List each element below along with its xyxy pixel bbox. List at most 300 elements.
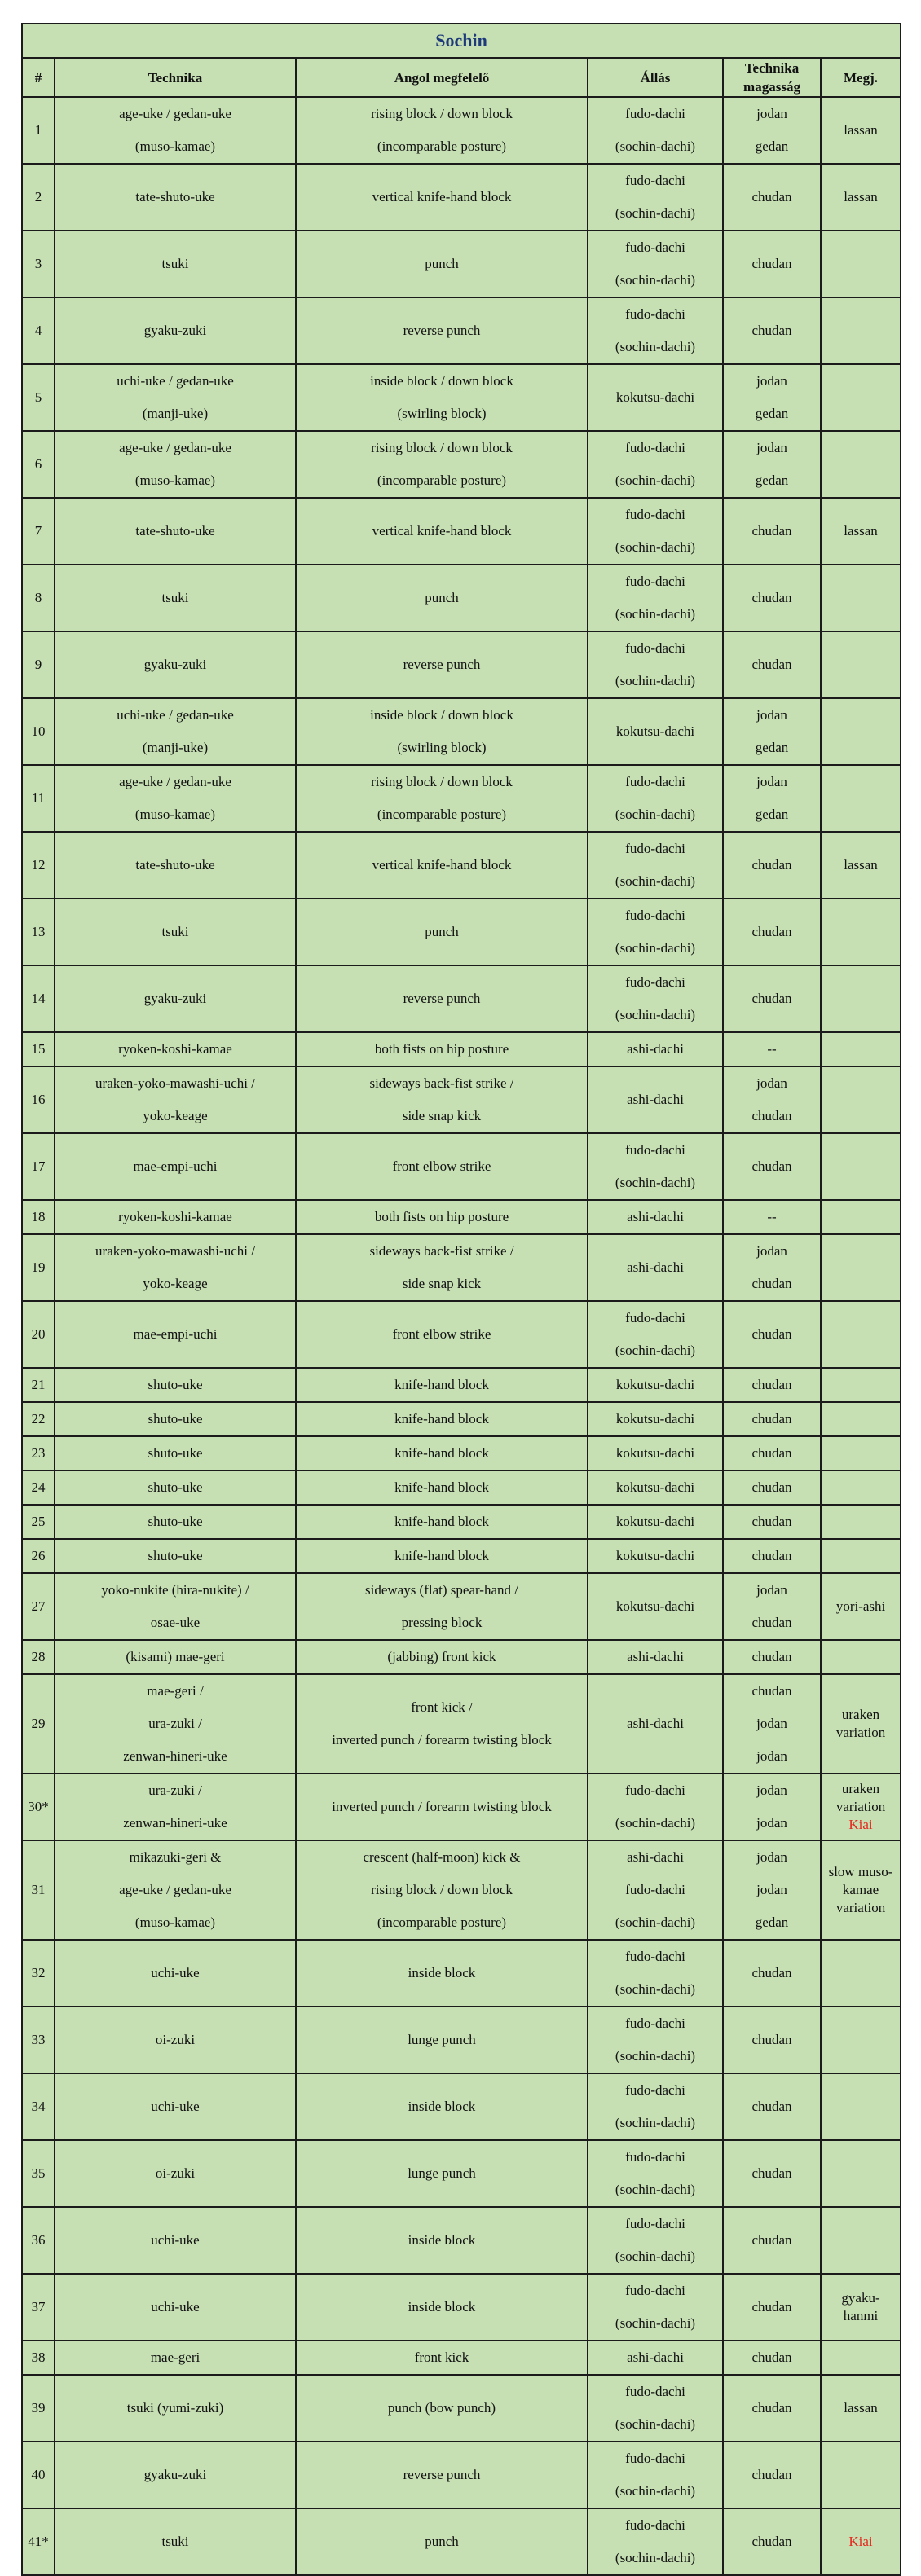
table-row	[22, 2007, 901, 2073]
cell-english-line: knife-hand block	[394, 1445, 489, 1461]
cell-technique-line: mae-empi-uchi	[133, 1158, 218, 1174]
kiai-label: Kiai	[848, 1817, 873, 1832]
cell-english	[296, 565, 588, 631]
cell-note-line: lassan	[844, 523, 878, 538]
cell-height-line: chudan	[751, 590, 792, 605]
cell-stance-line: ashi-dachi	[627, 1716, 684, 1731]
cell-number: 23	[22, 1436, 55, 1470]
kiai-label: Kiai	[848, 2534, 873, 2549]
cell-stance-line: kokutsu-dachi	[615, 1514, 695, 1529]
table-row	[22, 899, 901, 965]
cell-height	[723, 1674, 821, 1774]
cell-stance-line: (sochin-dachi)	[615, 940, 696, 956]
cell-height	[723, 164, 821, 231]
cell-english-line: both fists on hip posture	[374, 1041, 509, 1057]
cell-technique	[55, 97, 296, 164]
cell-number: 14	[22, 965, 55, 1032]
cell-height-line: chudan	[751, 2099, 792, 2114]
cell-english	[296, 297, 588, 364]
header-number: #	[22, 58, 55, 97]
cell-number: 12	[22, 832, 55, 899]
cell-technique-line: tsuki	[161, 590, 189, 605]
header-english: Angol megfelelő	[296, 58, 588, 97]
cell-height	[723, 431, 821, 498]
cell-technique-line: age-uke / gedan-uke	[119, 106, 231, 121]
cell-note	[821, 431, 901, 498]
cell-note-line: lassan	[844, 2400, 878, 2416]
cell-stance	[588, 1133, 723, 1200]
cell-stance-line: fudo-dachi	[625, 2283, 685, 2298]
table-row	[22, 1573, 901, 1640]
cell-stance	[588, 1640, 723, 1674]
cell-stance-line: (sochin-dachi)	[615, 1981, 696, 1997]
cell-note-line: variation	[835, 1799, 886, 1814]
cell-english	[296, 231, 588, 297]
cell-note	[821, 565, 901, 631]
cell-technique-line: (muso-kamae)	[134, 1914, 216, 1930]
cell-english	[296, 364, 588, 431]
cell-note	[821, 832, 901, 899]
cell-stance-line: fudo-dachi	[625, 1310, 685, 1325]
cell-technique-line: ryoken-koshi-kamae	[118, 1209, 232, 1224]
cell-technique-line: uchi-uke	[151, 2299, 200, 2314]
cell-stance-line: kokutsu-dachi	[615, 389, 695, 405]
cell-english	[296, 1066, 588, 1133]
cell-technique-line: age-uke / gedan-uke	[119, 1882, 231, 1897]
cell-stance	[588, 1505, 723, 1539]
cell-height-line: chudan	[751, 2299, 792, 2314]
cell-stance-line: fudo-dachi	[625, 2451, 685, 2466]
cell-stance	[588, 1539, 723, 1573]
cell-stance	[588, 1200, 723, 1234]
cell-height-line: jodan	[756, 440, 787, 455]
cell-number: 6	[22, 431, 55, 498]
cell-height	[723, 1436, 821, 1470]
header-height: Technika magasság	[723, 58, 821, 97]
cell-height	[723, 899, 821, 965]
cell-number: 31	[22, 1840, 55, 1940]
cell-number: 18	[22, 1200, 55, 1234]
cell-english-line: front elbow strike	[392, 1158, 491, 1174]
cell-note-line: kamae	[842, 1882, 879, 1897]
cell-stance-line: fudo-dachi	[625, 974, 685, 990]
cell-note	[821, 2341, 901, 2375]
cell-number: 28	[22, 1640, 55, 1674]
cell-technique-line: age-uke / gedan-uke	[119, 440, 231, 455]
cell-english	[296, 1840, 588, 1940]
cell-stance	[588, 1368, 723, 1402]
cell-note	[821, 965, 901, 1032]
cell-english-line: reverse punch	[403, 2467, 481, 2482]
cell-note	[821, 1774, 901, 1840]
cell-height-line: gedan	[755, 807, 789, 822]
cell-height	[723, 2508, 821, 2575]
cell-note-line: uraken	[841, 1707, 880, 1722]
cell-stance-line: fudo-dachi	[625, 240, 685, 255]
cell-technique-line: (manji-uke)	[142, 740, 209, 755]
cell-technique	[55, 1640, 296, 1674]
cell-stance-line: (sochin-dachi)	[615, 339, 696, 354]
cell-height-line: chudan	[751, 1615, 792, 1630]
cell-height	[723, 2073, 821, 2140]
cell-note	[821, 1200, 901, 1234]
cell-height-line: jodan	[756, 707, 787, 723]
cell-stance-line: (sochin-dachi)	[615, 1914, 696, 1930]
cell-height-line: chudan	[751, 1276, 792, 1291]
table-row	[22, 1200, 901, 1234]
cell-stance	[588, 1234, 723, 1301]
table-row	[22, 698, 901, 765]
cell-english	[296, 2073, 588, 2140]
cell-height-line: chudan	[751, 1108, 792, 1123]
cell-technique-line: tate-shuto-uke	[135, 189, 215, 204]
cell-height	[723, 1774, 821, 1840]
cell-technique-line: (muso-kamae)	[134, 807, 216, 822]
cell-english-line: inverted punch / forearm twisting block	[332, 1799, 552, 1814]
table-row	[22, 1840, 901, 1940]
cell-height-line: jodan	[756, 1815, 787, 1831]
cell-number: 24	[22, 1470, 55, 1505]
cell-height	[723, 1133, 821, 1200]
cell-technique-line: gyaku-zuki	[143, 2467, 207, 2482]
cell-stance-line: fudo-dachi	[625, 908, 685, 923]
cell-technique	[55, 1470, 296, 1505]
cell-technique-line: yoko-keage	[143, 1276, 208, 1291]
cell-technique	[55, 1774, 296, 1840]
cell-english-line: punch	[425, 590, 459, 605]
table-row	[22, 1674, 901, 1774]
cell-english-line: sideways back-fist strike /	[369, 1243, 514, 1259]
cell-note	[821, 1640, 901, 1674]
cell-height-line: chudan	[751, 1548, 792, 1563]
kata-table-container	[21, 23, 900, 2576]
header-row	[22, 58, 901, 97]
cell-technique-line: mae-geri /	[147, 1683, 204, 1699]
cell-note	[821, 164, 901, 231]
cell-height-line: chudan	[751, 523, 792, 538]
cell-height-line: chudan	[751, 1411, 792, 1426]
cell-number: 8	[22, 565, 55, 631]
header-stance: Állás	[588, 58, 723, 97]
header-technique: Technika	[55, 58, 296, 97]
cell-technique	[55, 899, 296, 965]
cell-number: 2	[22, 164, 55, 231]
cell-technique	[55, 1368, 296, 1402]
cell-technique-line: (manji-uke)	[142, 406, 209, 421]
cell-technique	[55, 2007, 296, 2073]
cell-note	[821, 1674, 901, 1774]
cell-stance	[588, 2508, 723, 2575]
cell-english-line: rising block / down block	[371, 774, 513, 789]
cell-english-line: front kick /	[411, 1699, 473, 1715]
cell-stance-line: (sochin-dachi)	[615, 473, 696, 488]
cell-technique	[55, 1200, 296, 1234]
cell-height-line: chudan	[751, 323, 792, 338]
cell-height-line: jodan	[756, 1075, 787, 1091]
cell-english	[296, 1032, 588, 1066]
cell-english	[296, 965, 588, 1032]
cell-stance	[588, 2274, 723, 2341]
cell-height-line: gedan	[755, 473, 789, 488]
cell-height	[723, 698, 821, 765]
cell-stance-line: (sochin-dachi)	[615, 606, 696, 622]
cell-note	[821, 2073, 901, 2140]
cell-stance	[588, 1774, 723, 1840]
cell-english	[296, 1505, 588, 1539]
table-row	[22, 2508, 901, 2575]
cell-technique-line: shuto-uke	[148, 1514, 203, 1529]
table-row	[22, 431, 901, 498]
cell-english	[296, 765, 588, 832]
cell-technique-line: tsuki	[161, 2534, 189, 2549]
cell-english	[296, 2140, 588, 2207]
cell-technique-line: zenwan-hineri-uke	[123, 1815, 227, 1831]
cell-technique	[55, 2375, 296, 2442]
cell-note	[821, 2007, 901, 2073]
cell-height	[723, 1470, 821, 1505]
cell-english-line: inside block	[408, 2232, 476, 2248]
cell-note	[821, 765, 901, 832]
note-kiai-line	[826, 1798, 895, 1834]
cell-technique	[55, 1032, 296, 1066]
cell-english	[296, 2207, 588, 2274]
cell-stance-line: fudo-dachi	[625, 2517, 685, 2533]
cell-english	[296, 1470, 588, 1505]
cell-english	[296, 2508, 588, 2575]
cell-stance	[588, 1940, 723, 2007]
cell-note-line: variation	[835, 1900, 886, 1915]
table-row	[22, 498, 901, 565]
cell-technique-line: oi-zuki	[155, 2032, 196, 2047]
cell-stance-line: fudo-dachi	[625, 173, 685, 188]
table-row	[22, 2274, 901, 2341]
table-row	[22, 231, 901, 297]
cell-note	[821, 1539, 901, 1573]
cell-technique-line: tsuki	[161, 924, 189, 939]
cell-english-line: knife-hand block	[394, 1411, 489, 1426]
cell-height-line: chudan	[751, 1965, 792, 1980]
cell-technique-line: uchi-uke	[151, 1965, 200, 1980]
cell-english	[296, 164, 588, 231]
cell-stance-line: fudo-dachi	[625, 2384, 685, 2399]
note-kiai-line	[826, 2533, 895, 2551]
cell-technique-line: gyaku-zuki	[143, 991, 207, 1006]
cell-height-line: gedan	[755, 1914, 789, 1930]
cell-stance	[588, 965, 723, 1032]
cell-stance-line: (sochin-dachi)	[615, 1343, 696, 1358]
cell-stance-line: ashi-dachi	[627, 1092, 684, 1107]
cell-number: 41*	[22, 2508, 55, 2575]
cell-technique-line: osae-uke	[150, 1615, 201, 1630]
cell-stance	[588, 1301, 723, 1368]
cell-stance-line: (sochin-dachi)	[615, 1007, 696, 1022]
cell-stance	[588, 899, 723, 965]
cell-english	[296, 2442, 588, 2508]
cell-technique	[55, 832, 296, 899]
table-row	[22, 2375, 901, 2442]
cell-stance-line: ashi-dachi	[627, 1849, 684, 1865]
cell-english-line: knife-hand block	[394, 1548, 489, 1563]
table-row	[22, 765, 901, 832]
cell-note	[821, 1470, 901, 1505]
cell-english-line: punch	[425, 2534, 459, 2549]
cell-technique	[55, 1066, 296, 1133]
cell-stance-line: fudo-dachi	[625, 2149, 685, 2165]
cell-stance-line: fudo-dachi	[625, 306, 685, 322]
cell-note	[821, 1840, 901, 1940]
cell-stance-line: kokutsu-dachi	[615, 1598, 695, 1614]
cell-technique-line: age-uke / gedan-uke	[119, 774, 231, 789]
cell-english	[296, 1301, 588, 1368]
cell-note	[821, 2140, 901, 2207]
cell-stance-line: fudo-dachi	[625, 1783, 685, 1798]
cell-number: 30*	[22, 1774, 55, 1840]
cell-height	[723, 1573, 821, 1640]
cell-technique-line: (kisami) mae-geri	[126, 1649, 225, 1664]
cell-number: 37	[22, 2274, 55, 2341]
cell-height-line: chudan	[751, 1479, 792, 1495]
cell-technique-line: shuto-uke	[148, 1377, 203, 1392]
cell-stance-line: kokutsu-dachi	[615, 1445, 695, 1461]
cell-number: 19	[22, 1234, 55, 1301]
cell-english-line: (jabbing) front kick	[387, 1649, 496, 1664]
table-row	[22, 2341, 901, 2375]
cell-english	[296, 698, 588, 765]
cell-note	[821, 1301, 901, 1368]
cell-height-line: chudan	[751, 2032, 792, 2047]
cell-number: 10	[22, 698, 55, 765]
table-row	[22, 2073, 901, 2140]
cell-english-line: vertical knife-hand block	[372, 523, 512, 538]
cell-height	[723, 1368, 821, 1402]
cell-height-line: chudan	[751, 857, 792, 873]
cell-english-line: reverse punch	[403, 991, 481, 1006]
cell-english	[296, 498, 588, 565]
cell-english	[296, 1368, 588, 1402]
cell-english-line: rising block / down block	[371, 1882, 513, 1897]
cell-height-line: jodan	[756, 1716, 787, 1731]
cell-note	[821, 297, 901, 364]
cell-stance-line: ashi-dachi	[627, 2350, 684, 2365]
cell-height	[723, 2007, 821, 2073]
cell-height-line: chudan	[751, 924, 792, 939]
table-row	[22, 965, 901, 1032]
cell-note	[821, 2508, 901, 2575]
cell-note	[821, 631, 901, 698]
cell-stance-line: fudo-dachi	[625, 841, 685, 856]
cell-stance	[588, 1573, 723, 1640]
cell-english-line: vertical knife-hand block	[372, 189, 512, 204]
table-row	[22, 1774, 901, 1840]
cell-stance	[588, 832, 723, 899]
cell-technique-line: (muso-kamae)	[134, 473, 216, 488]
cell-stance-line: fudo-dachi	[625, 1882, 685, 1897]
cell-height-line: chudan	[751, 256, 792, 271]
cell-stance-line: kokutsu-dachi	[615, 1479, 695, 1495]
cell-english-line: inverted punch / forearm twisting block	[332, 1732, 552, 1747]
cell-technique-line: uchi-uke	[151, 2232, 200, 2248]
cell-technique	[55, 2341, 296, 2375]
cell-stance-line: kokutsu-dachi	[615, 1548, 695, 1563]
cell-english-line: inside block / down block	[370, 707, 513, 723]
cell-english-line: inside block	[408, 2099, 476, 2114]
cell-technique	[55, 2442, 296, 2508]
cell-number: 21	[22, 1368, 55, 1402]
cell-technique-line: mikazuki-geri &	[129, 1849, 222, 1865]
cell-note-line: lassan	[844, 122, 878, 138]
cell-height-line: --	[767, 1041, 777, 1057]
cell-english-line: punch	[425, 256, 459, 271]
cell-height-line: jodan	[756, 106, 787, 121]
cell-note	[821, 97, 901, 164]
table-row	[22, 2207, 901, 2274]
table-row	[22, 1470, 901, 1505]
cell-stance	[588, 565, 723, 631]
cell-height-line: jodan	[756, 1582, 787, 1598]
cell-english	[296, 1402, 588, 1436]
cell-height	[723, 1539, 821, 1573]
table-row	[22, 2140, 901, 2207]
cell-height-line: jodan	[756, 373, 787, 389]
cell-english-line: inside block	[408, 2299, 476, 2314]
cell-note	[821, 498, 901, 565]
cell-height-line: chudan	[751, 1445, 792, 1461]
table-title: Sochin	[22, 24, 901, 58]
table-row	[22, 1368, 901, 1402]
cell-english-line: front elbow strike	[392, 1326, 491, 1342]
cell-stance	[588, 164, 723, 231]
cell-english	[296, 431, 588, 498]
cell-technique-line: (muso-kamae)	[134, 138, 216, 154]
cell-english-line: sideways back-fist strike /	[369, 1075, 514, 1091]
cell-stance-line: (sochin-dachi)	[615, 2249, 696, 2264]
table-row	[22, 2442, 901, 2508]
cell-english	[296, 631, 588, 698]
cell-stance-line: fudo-dachi	[625, 640, 685, 656]
cell-note	[821, 1940, 901, 2007]
cell-technique-line: uchi-uke / gedan-uke	[117, 373, 234, 389]
cell-height-line: chudan	[751, 1683, 792, 1699]
cell-english-line: punch	[425, 924, 459, 939]
cell-stance-line: fudo-dachi	[625, 574, 685, 589]
cell-stance	[588, 1032, 723, 1066]
cell-note	[821, 2442, 901, 2508]
cell-number: 34	[22, 2073, 55, 2140]
cell-english	[296, 1436, 588, 1470]
table-row	[22, 1133, 901, 1200]
cell-stance-line: (sochin-dachi)	[615, 138, 696, 154]
cell-height-line: chudan	[751, 2534, 792, 2549]
cell-english-line: side snap kick	[402, 1276, 482, 1291]
cell-height	[723, 565, 821, 631]
cell-height	[723, 2274, 821, 2341]
cell-stance-line: fudo-dachi	[625, 774, 685, 789]
cell-stance-line: (sochin-dachi)	[615, 2483, 696, 2499]
cell-stance-line: (sochin-dachi)	[615, 873, 696, 889]
cell-note	[821, 1573, 901, 1640]
cell-height-line: jodan	[756, 774, 787, 789]
cell-note	[821, 1234, 901, 1301]
cell-number: 17	[22, 1133, 55, 1200]
cell-stance-line: kokutsu-dachi	[615, 1377, 695, 1392]
table-row	[22, 364, 901, 431]
table-row	[22, 97, 901, 164]
cell-number: 20	[22, 1301, 55, 1368]
cell-number: 27	[22, 1573, 55, 1640]
cell-technique-line: ura-zuki /	[148, 1716, 202, 1731]
cell-stance	[588, 1470, 723, 1505]
cell-height	[723, 1234, 821, 1301]
